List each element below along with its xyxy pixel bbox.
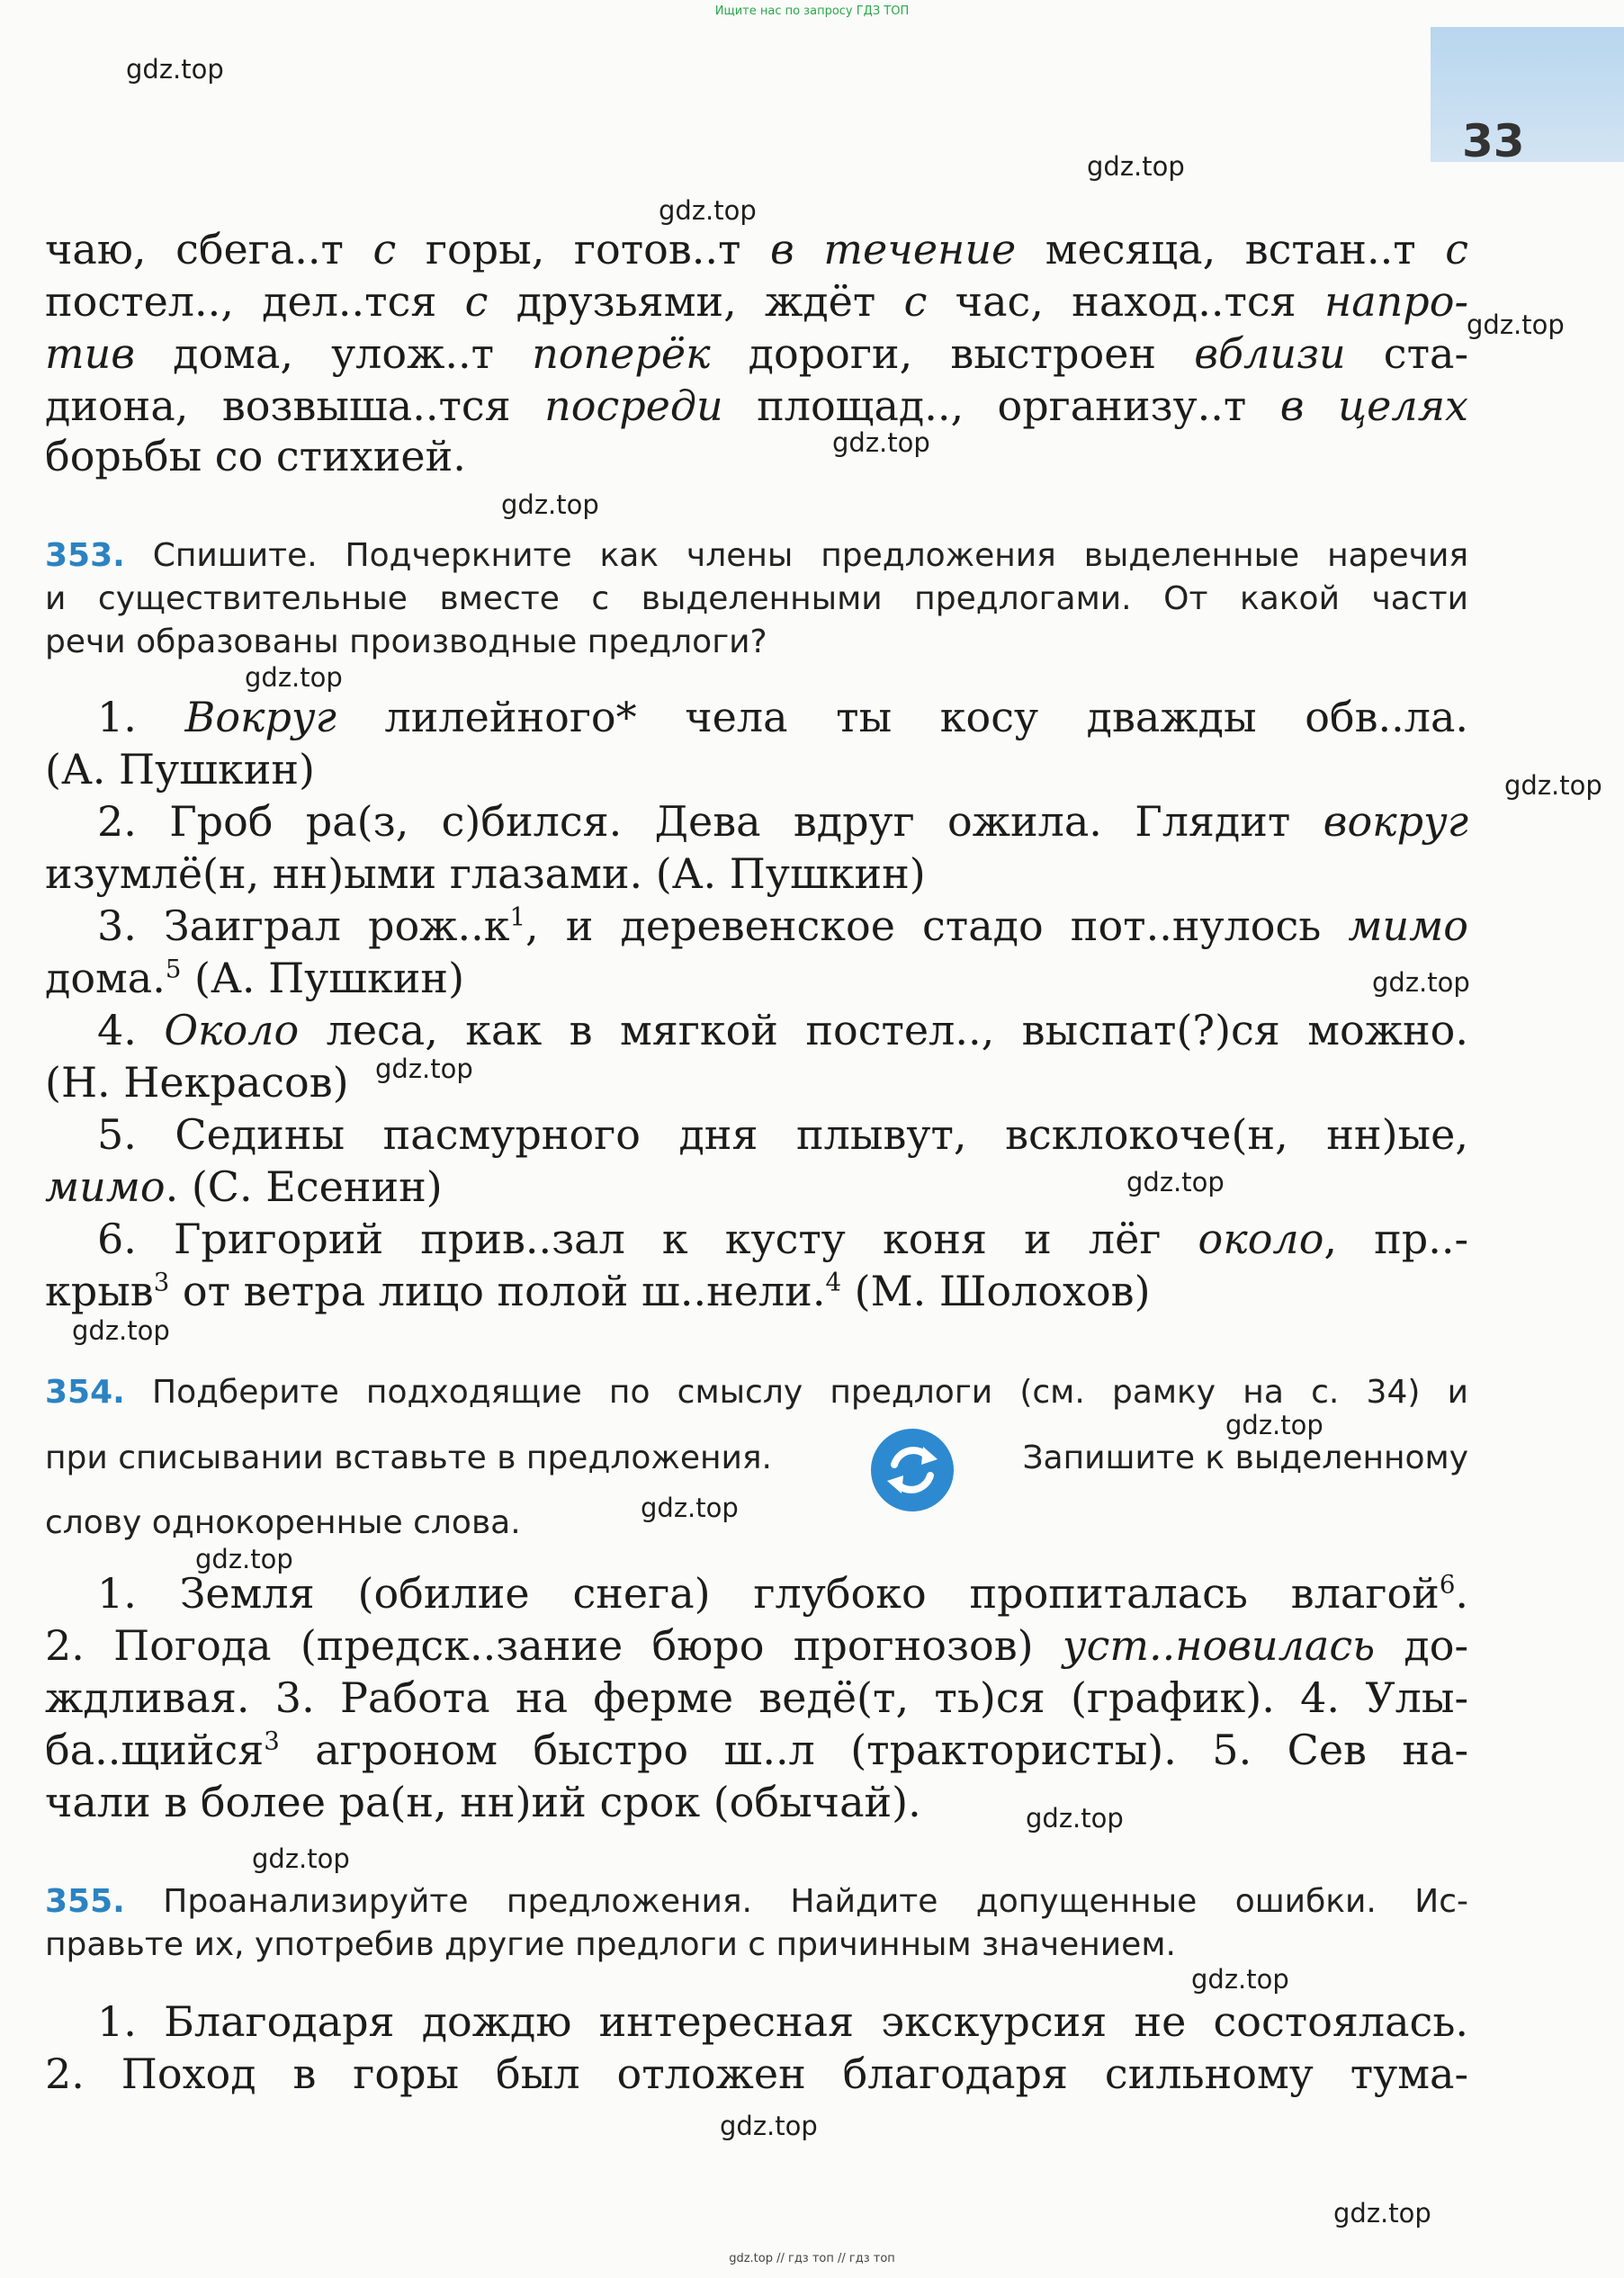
ex353-sentence-1b: (А. Пушкин) bbox=[45, 745, 315, 794]
watermark: gdz.top bbox=[1225, 1410, 1323, 1440]
ex354-text-2: 2. Погода (предск..зание бюро прогнозов) уст..новилась до- bbox=[45, 1621, 1468, 1670]
watermark: gdz.top bbox=[1504, 770, 1602, 801]
watermark: gdz.top bbox=[720, 2111, 818, 2141]
ex355-instruction-2: правьте их, употребив другие предлоги с причинным значением. bbox=[45, 1926, 1176, 1963]
ex353-sentence-2a: 2. Гроб ра(з, с)бился. Дева вдруг ожила. Глядит вокруг bbox=[97, 797, 1468, 846]
ex354-text-3: ждливая. 3. Работа на ферме ведё(т, ть)ся (график). 4. Улы- bbox=[45, 1673, 1468, 1722]
watermark: gdz.top bbox=[252, 1843, 350, 1874]
watermark: gdz.top bbox=[659, 195, 757, 226]
watermark: gdz.top bbox=[832, 427, 930, 458]
intro-line-5: борьбы со стихией. bbox=[45, 432, 466, 480]
watermark: gdz.top bbox=[1333, 2198, 1431, 2229]
watermark: gdz.top bbox=[195, 1544, 293, 1574]
watermark: gdz.top bbox=[126, 54, 224, 85]
watermark: gdz.top bbox=[641, 1493, 739, 1523]
page-number: 33 bbox=[1462, 115, 1525, 167]
ex353-instruction-1: 353. Спишите. Подчеркните как члены предложения выделенные наречия bbox=[45, 537, 1468, 574]
ex355-sentence-1: 1. Благодаря дождю интересная экскурсия не состоялась. bbox=[97, 1997, 1468, 2046]
watermark: gdz.top bbox=[375, 1054, 473, 1084]
watermark: gdz.top bbox=[501, 489, 599, 520]
ex353-sentence-3b: дома.$^5$ (А. Пушкин) bbox=[45, 954, 465, 1002]
bottom-note: gdz.top // гдз топ // гдз топ bbox=[729, 2252, 895, 2265]
watermark: gdz.top bbox=[1372, 967, 1470, 998]
ex354-instruction-2a: при списывании вставьте в предложения. bbox=[45, 1439, 772, 1476]
intro-line-1: чаю, сбега..т с горы, готов..т в течение месяца, встан..т с bbox=[45, 225, 1468, 274]
exercise-number-355: 355. bbox=[45, 1883, 125, 1920]
ex353-instruction-2: и существительные вместе с выделенными предлогами. От какой части bbox=[45, 580, 1468, 617]
exercise-number-354: 354. bbox=[45, 1374, 125, 1411]
refresh-icon[interactable] bbox=[871, 1429, 954, 1511]
ex353-sentence-6b: крыв$^3$ от ветра лицо полой ш..нели.$^4$ (М. Шолохов) bbox=[45, 1267, 1151, 1315]
watermark: gdz.top bbox=[1126, 1167, 1225, 1197]
page-tab bbox=[1431, 27, 1624, 162]
ex355-sentence-2: 2. Поход в горы был отложен благодаря сильному тума- bbox=[45, 2049, 1468, 2098]
top-note: Ищите нас по запросу ГДЗ ТОП bbox=[714, 4, 910, 18]
exercise-number-353: 353. bbox=[45, 537, 125, 574]
ex353-sentence-2b: изумлё(н, нн)ыми глазами. (А. Пушкин) bbox=[45, 849, 926, 898]
ex354-text-4: ба..щийся$^3$ агроном быстро ш..л (трактористы). 5. Сев на- bbox=[45, 1726, 1468, 1774]
ex353-sentence-6a: 6. Григорий прив..зал к кусту коня и лёг около, пр..- bbox=[97, 1215, 1468, 1263]
ex354-text-1: 1. Земля (обилие снега) глубоко пропиталась влагой$^6$. bbox=[97, 1569, 1468, 1618]
ex354-instruction-3: слову однокоренные слова. bbox=[45, 1504, 521, 1541]
watermark: gdz.top bbox=[1026, 1803, 1124, 1834]
ex353-instruction-3: речи образованы производные предлоги? bbox=[45, 623, 767, 660]
watermark: gdz.top bbox=[245, 662, 343, 693]
ex354-instruction-1: 354. Подберите подходящие по смыслу предлоги (см. рамку на с. 34) и bbox=[45, 1374, 1468, 1411]
ex353-sentence-4b: (Н. Некрасов) bbox=[45, 1058, 349, 1107]
intro-line-4: диона, возвыша..тся посреди площад.., организу..т в целях bbox=[45, 381, 1469, 430]
ex353-sentence-5b: мимо. (С. Есенин) bbox=[45, 1162, 443, 1211]
intro-line-2: постел.., дел..тся с друзьями, ждёт с час, наход..тся напро- bbox=[45, 277, 1468, 326]
watermark: gdz.top bbox=[1191, 1964, 1289, 1995]
ex354-text-5: чали в более ра(н, нн)ий срок (обычай). bbox=[45, 1778, 921, 1826]
ex355-instruction-1: 355. Проанализируйте предложения. Найдите допущенные ошибки. Ис- bbox=[45, 1883, 1468, 1920]
refresh-icon-glyph bbox=[871, 1429, 954, 1511]
ex353-sentence-1a: 1. Вокруг лилейного* чела ты косу дважды обв..ла. bbox=[97, 693, 1468, 741]
ex353-sentence-3a: 3. Заиграл $рож..к^1$, и деревенское стадо пот..нулось мимо bbox=[97, 901, 1468, 950]
ex354-instruction-2b: Запишите к выделенному bbox=[1022, 1439, 1468, 1476]
watermark: gdz.top bbox=[72, 1315, 170, 1346]
intro-line-3: тив дома, улож..т поперёк дороги, выстроен вблизи ста- bbox=[45, 329, 1468, 378]
ex353-sentence-4a: 4. Около леса, как в мягкой постел.., выспат(?)ся можно. bbox=[97, 1006, 1468, 1054]
watermark: gdz.top bbox=[1087, 151, 1185, 182]
ex353-sentence-5a: 5. Седины пасмурного дня плывут, всклокоче(н, нн)ые, bbox=[97, 1110, 1468, 1159]
watermark: gdz.top bbox=[1467, 309, 1565, 340]
